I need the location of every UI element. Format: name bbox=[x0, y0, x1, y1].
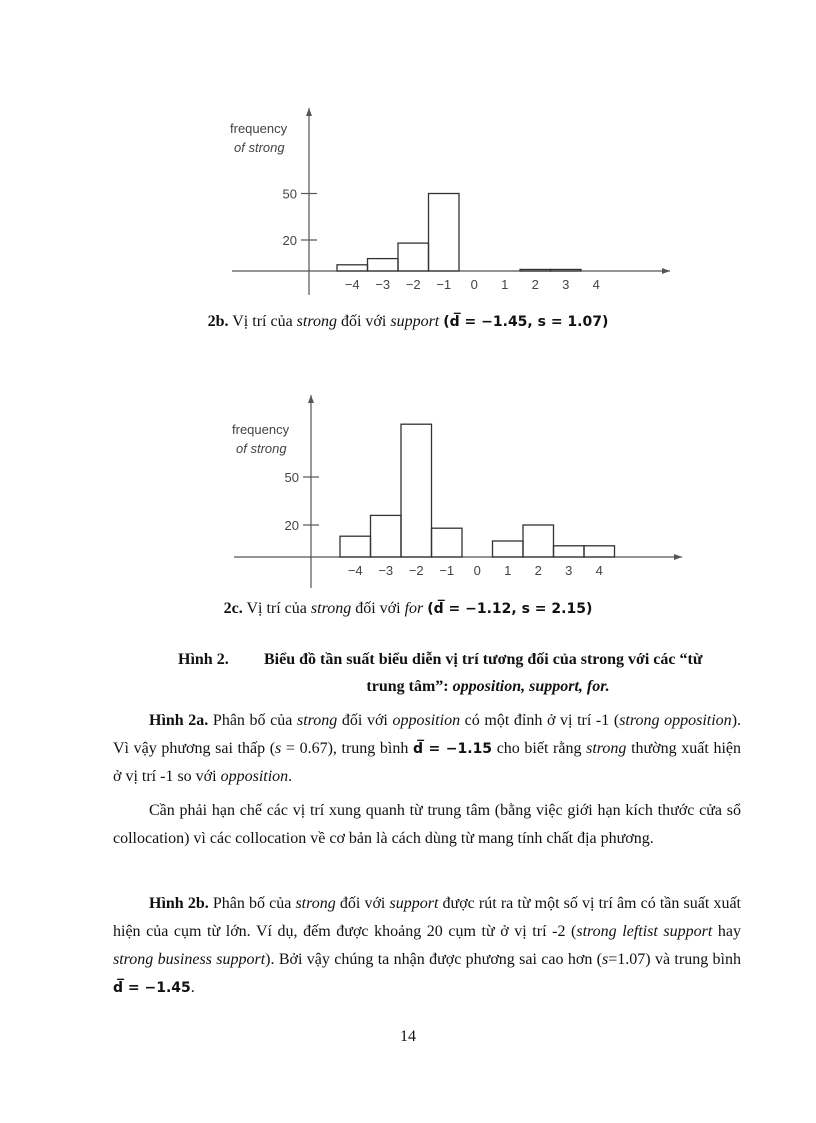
chart-2c-bar-0 bbox=[340, 536, 371, 557]
chart-2c-x-tick-label-2: −2 bbox=[408, 563, 424, 578]
chart-2c-x-axis-arrow bbox=[674, 554, 682, 560]
chart-2c-x-tick-label-5: 1 bbox=[504, 563, 512, 578]
chart-2b-y-axis-arrow bbox=[306, 108, 312, 116]
chart-2c-bar-8 bbox=[584, 546, 615, 557]
chart-2b-x-tick-label-3: −1 bbox=[436, 277, 452, 292]
chart-2c-svg bbox=[222, 392, 692, 590]
chart-2c-x-tick-label-0: −4 bbox=[347, 563, 363, 578]
chart-2c-y-axis-arrow bbox=[308, 395, 314, 403]
chart-2c-bar-2 bbox=[401, 424, 432, 557]
paragraph-collocation-window: Cần phải hạn chế các vị trí xung quanh từ trung tâm (bằng việc giới hạn kích thước cửa sổ collocation) vì các collocation về cơ bản là cách dùng từ mang tính chất địa phương. bbox=[113, 802, 741, 847]
caption-2b-math: (d̅ = −1.45, s = 1.07) bbox=[443, 314, 609, 330]
chart-2b-x-tick-label-7: 3 bbox=[562, 277, 570, 292]
caption-2b: 2b. Vị trí của strong đối với support (d̅ = −1.45, s = 1.07) bbox=[207, 313, 609, 330]
figure-title: Hình 2. Biểu đồ tần suất biểu diễn vị trí tương đối của strong với các “từ trung tâm”: opposition, support, for. bbox=[178, 646, 738, 700]
chart-2b-y-label-2: of strong bbox=[234, 140, 285, 155]
chart-2b-bar-3 bbox=[429, 194, 460, 272]
chart-2c bbox=[222, 392, 692, 590]
chart-2b-bar-2 bbox=[398, 243, 429, 271]
chart-2b-x-axis-arrow bbox=[662, 268, 670, 274]
paragraph-hinh-2a: Hình 2a. Phân bố của strong đối với opposition có một đỉnh ở vị trí -1 (strong opposition). Vì vậy phương sai thấp (s = 0.67), trung bình d̅ = −1.15 cho biết rằng strong thường xuất hiện ở vị trí -1 so với opposition. bbox=[113, 712, 742, 785]
chart-2b-x-tick-label-2: −2 bbox=[405, 277, 421, 292]
chart-2b-x-tick-label-6: 2 bbox=[531, 277, 539, 292]
chart-2c-x-tick-label-1: −3 bbox=[378, 563, 394, 578]
chart-2b-x-tick-label-5: 1 bbox=[501, 277, 509, 292]
chart-2c-y-tick-label-1: 20 bbox=[284, 518, 299, 533]
chart-2c-bar-5 bbox=[493, 541, 524, 557]
page-number: 14 bbox=[400, 1028, 416, 1045]
chart-2c-y-label-1: frequency bbox=[232, 422, 290, 437]
chart-2c-y-label-2: of strong bbox=[236, 441, 287, 456]
paragraph-hinh-2b: Hình 2b. Phân bố của strong đối với support được rút ra từ một số vị trí âm có tần suất xuất hiện của cụm từ lớn. Ví dụ, đếm được khoảng 20 cụm từ ở vị trí -2 (strong leftist support hay strong business support). Bởi vậy chúng ta nhận được phương sai cao hơn (s=1.07) và trung bình d̅ = −1.45. bbox=[113, 895, 742, 996]
chart-2c-bar-7 bbox=[554, 546, 585, 557]
chart-2b-y-tick-label-0: 50 bbox=[282, 186, 297, 202]
caption-2c: 2c. Vị trí của strong đối với for (d̅ = −1.12, s = 2.15) bbox=[223, 600, 593, 617]
chart-2b-y-label-1: frequency bbox=[230, 121, 288, 136]
chart-2b-x-tick-label-8: 4 bbox=[592, 277, 600, 292]
chart-2b-bar-0 bbox=[337, 265, 368, 271]
caption-2c-math: (d̅ = −1.12, s = 2.15) bbox=[427, 601, 593, 617]
chart-2c-x-tick-label-6: 2 bbox=[534, 563, 542, 578]
chart-2b-bar-6 bbox=[520, 269, 551, 271]
chart-2b-bar-7 bbox=[551, 269, 582, 271]
caption-2b-label: 2b. bbox=[207, 313, 229, 330]
chart-2c-x-tick-label-7: 3 bbox=[565, 563, 573, 578]
figure-title-label: Hình 2. bbox=[178, 651, 229, 668]
chart-2b-y-tick-label-1: 20 bbox=[282, 233, 297, 248]
chart-2b-x-tick-label-1: −3 bbox=[375, 277, 391, 292]
caption-2c-label: 2c. bbox=[223, 600, 243, 617]
chart-2c-x-tick-label-8: 4 bbox=[595, 563, 603, 578]
chart-2b-bar-1 bbox=[368, 259, 399, 271]
chart-2c-y-tick-label-0: 50 bbox=[284, 470, 299, 485]
chart-2c-bar-3 bbox=[432, 528, 463, 557]
chart-2c-bar-1 bbox=[371, 515, 402, 557]
chart-2b-x-tick-label-0: −4 bbox=[344, 277, 360, 292]
chart-2b bbox=[222, 105, 682, 295]
chart-2c-x-tick-label-4: 0 bbox=[473, 563, 481, 578]
chart-2c-bar-6 bbox=[523, 525, 554, 557]
chart-2b-x-tick-label-4: 0 bbox=[470, 277, 478, 292]
chart-2b-svg bbox=[222, 105, 682, 295]
chart-2c-x-tick-label-3: −1 bbox=[439, 563, 455, 578]
